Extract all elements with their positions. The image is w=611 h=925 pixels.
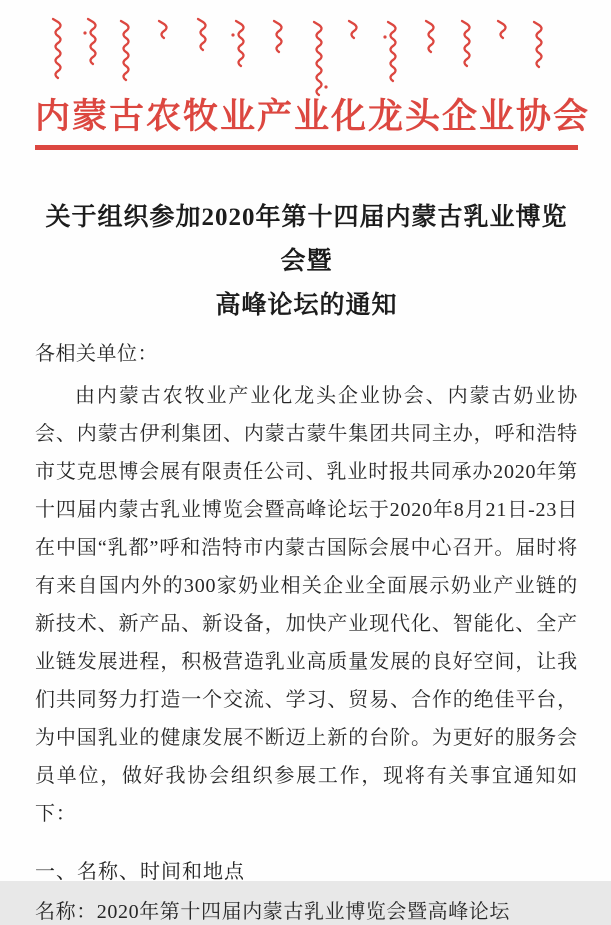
- section-1-heading: 一、名称、时间和地点: [35, 861, 245, 883]
- notice-body: [35, 196, 578, 925]
- salutation: 各相关单位：: [35, 343, 158, 365]
- section-1-name-line: 名称：2020年第十四届内蒙古乳业博览会暨高峰论坛: [35, 901, 510, 923]
- letterhead-divider: [35, 145, 578, 150]
- doc-title: [35, 196, 578, 328]
- doc-title-line-1: 关于组织参加2020年第十四届内蒙古乳业博览会暨: [45, 204, 568, 275]
- doc-title-line-2: 高峰论坛的通知: [215, 292, 398, 319]
- letterhead: [35, 0, 591, 150]
- body-paragraph: 由内蒙古农牧业产业化龙头企业协会、内蒙古奶业协会、内蒙古伊利集团、内蒙古蒙牛集团共同主办，呼和浩特市艾克思博会展有限责任公司、乳业时报共同承办2020年第十四届内蒙古乳业博览会暨高峰论坛于2020年8月21日-23日在中国“乳都”呼和浩特市内蒙古国际会展中心召开。届时将有来自国内外的300家奶业相关企业全面展示奶业产业链的新技术、新产品、新设备，加快产业现代化、智能化、全产业链发展进程，积极营造乳业高质量发展的良好空间，让我们共同努力打造一个交流、学习、贸易、合作的绝佳平台，为中国乳业的健康发展不断迈上新的台阶。为更好的服务会员单位，做好我协会组织参展工作，现将有关事宜通知如下：: [35, 385, 578, 825]
- mongolian-script-decoration: [35, 13, 575, 95]
- org-name: 内蒙古农牧业产业化龙头企业协会: [35, 97, 591, 136]
